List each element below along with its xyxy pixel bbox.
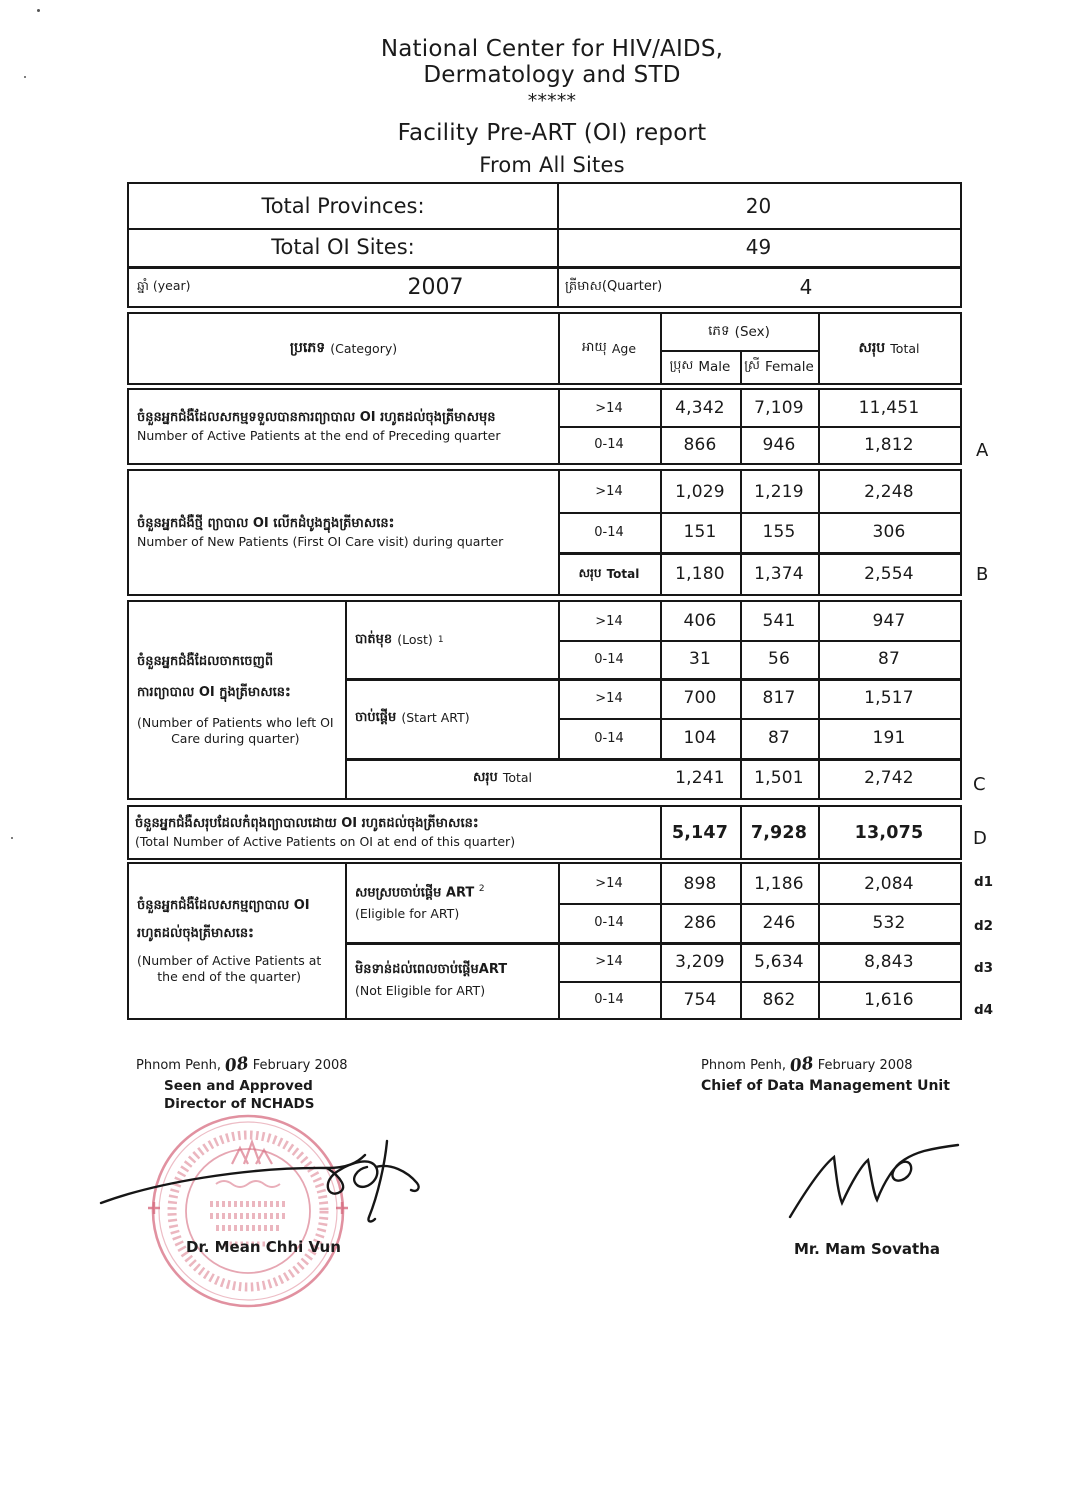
section-b-label-english: Number of New Patients (First OI Care visit) during quarter	[137, 533, 504, 549]
section-c-total-english: Total	[502, 769, 533, 785]
report-title: Facility Pre-ART (OI) report	[397, 120, 707, 146]
footer-right	[701, 1055, 1001, 1094]
d-detail-label-english-1: (Number of Active Patients at	[137, 952, 322, 968]
section-d-block	[127, 805, 962, 860]
row-marker-c: C	[973, 774, 986, 795]
report-subtitle: From All Sites	[479, 153, 625, 177]
scan-noise	[11, 837, 13, 839]
value-cell-male: 151	[683, 522, 717, 542]
value-cell-male: 104	[683, 728, 717, 748]
sex-header-english: (Sex)	[734, 324, 770, 340]
value-cell-total: 1,812	[864, 434, 914, 455]
age-cell: 0-14	[594, 524, 624, 540]
d-detail-label-khmer-2: រហូតដល់ចុងត្រីមាសនេះ	[137, 925, 254, 941]
value-cell-total: 306	[872, 522, 906, 542]
value-cell-male: 1,180	[675, 564, 725, 584]
value-cell-total: 191	[872, 728, 906, 748]
not-eligible-label-english: (Not Eligible for ART)	[355, 982, 486, 998]
start-art-label-english: (Start ART)	[401, 709, 470, 725]
section-c-label-khmer-1: ចំនួនអ្នកជំងឺដែលចាកចេញពី	[137, 653, 274, 669]
value-cell-female: 7,928	[750, 822, 808, 843]
quarter-value: 4	[799, 275, 813, 299]
start-art-label-khmer: ចាប់ផ្តើម	[355, 709, 397, 725]
footer-left-role: Director of NCHADS	[164, 1096, 315, 1112]
value-cell-male: 406	[683, 611, 717, 631]
age-cell: >14	[595, 400, 623, 416]
value-cell-male: 866	[683, 434, 717, 455]
value-cell-total: 2,742	[864, 768, 914, 788]
section-c-label-english	[137, 715, 334, 748]
section-a-label-khmer: ចំនួនអ្នកជំងឺដែលសកម្មទទួលបានការព្យាបាល OI រហូតដល់ចុងត្រីមាសមុន	[137, 409, 496, 425]
footer-left-date: February 2008	[252, 1057, 348, 1073]
section-c-label-english-2: Care during quarter)	[171, 731, 300, 746]
value-cell-female: 5,634	[754, 951, 804, 972]
table-gridline	[345, 864, 347, 1018]
handwritten-day: 08	[788, 1053, 816, 1077]
d-detail-label-khmer-1: ចំនួនអ្នកជំងឺដែលសកម្មព្យាបាល OI	[137, 897, 310, 913]
value-cell-female: 87	[767, 728, 791, 748]
subtotal-label-khmer: សរុប	[578, 566, 602, 580]
value-cell-male: 286	[683, 912, 717, 933]
section-c-category	[137, 602, 339, 798]
not-eligible-subcategory	[355, 942, 550, 1018]
value-cell-female: 1,501	[754, 768, 804, 788]
director-signature	[95, 1135, 430, 1235]
d-detail-label-english-2: the end of the quarter)	[157, 969, 302, 984]
report-header	[8, 36, 1088, 177]
value-cell-female: 1,374	[754, 564, 804, 584]
male-header-khmer: ប្រុស	[669, 357, 694, 372]
total-provinces-value: 20	[745, 194, 772, 218]
section-c-total-label	[345, 758, 660, 798]
female-header-english: Female	[764, 358, 814, 375]
value-cell-female: 1,219	[754, 481, 804, 502]
value-cell-total: 947	[872, 611, 906, 631]
value-cell-total: 532	[872, 912, 906, 933]
value-cell-total: 2,554	[864, 564, 914, 584]
not-eligible-label-khmer: មិនទាន់ដល់ពេលចាប់ផ្តើមART	[355, 961, 508, 977]
section-b-block	[127, 469, 962, 596]
quarter-label: ត្រីមាស(Quarter)	[565, 278, 663, 294]
value-cell-female: 246	[762, 912, 796, 933]
value-cell-male: 898	[683, 873, 717, 894]
summary-table	[127, 182, 962, 308]
section-d-detail-category	[137, 864, 339, 1018]
value-cell-female: 1,186	[754, 873, 804, 894]
org-name-line1: National Center for HIV/AIDS,	[380, 36, 724, 62]
col-header-sex	[660, 314, 818, 350]
total-provinces-label: Total Provinces:	[261, 194, 425, 218]
start-art-subcategory	[355, 678, 550, 758]
value-cell-total: 2,084	[864, 873, 914, 894]
value-cell-female: 946	[762, 434, 796, 455]
section-a-label-english: Number of Active Patients at the end of Preceding quarter	[137, 427, 501, 443]
footer-right-dateline	[701, 1055, 1001, 1075]
director-signatory-name: Dr. Mean Chhi Vun	[186, 1238, 341, 1256]
row-marker-d4: d4	[974, 1002, 994, 1018]
age-cell: >14	[595, 484, 623, 499]
footer-left	[136, 1055, 476, 1112]
total-header-khmer: សរុប	[858, 340, 886, 356]
value-cell-male: 4,342	[675, 398, 725, 418]
section-d-detail-block	[127, 862, 962, 1020]
row-marker-a: A	[976, 440, 989, 461]
section-c-label-english-1: (Number of Patients who left OI	[137, 714, 334, 730]
row-marker-d: D	[973, 828, 987, 849]
value-cell-total: 2,248	[864, 481, 914, 502]
lost-label-khmer: បាត់មុខ	[355, 631, 393, 647]
lost-subcategory	[355, 602, 550, 678]
male-header-english: Male	[698, 358, 731, 375]
value-cell-total: 87	[877, 649, 901, 669]
eligible-subcategory	[355, 864, 550, 942]
footer-right-place: Phnom Penh,	[701, 1057, 787, 1073]
age-cell: 0-14	[594, 437, 624, 452]
chief-signature	[780, 1135, 965, 1235]
total-header-english: Total	[890, 341, 920, 356]
age-cell: 0-14	[594, 992, 624, 1007]
eligible-label-khmer	[355, 884, 485, 903]
section-a-category	[137, 390, 555, 463]
eligible-label-khmer-text: សមស្របចាប់ផ្តើម ART	[355, 885, 475, 901]
chief-signatory-name: Mr. Mam Sovatha	[794, 1240, 940, 1258]
value-cell-total: 13,075	[854, 822, 924, 843]
female-header-khmer: ស្រី	[744, 357, 760, 372]
col-header-age	[558, 314, 660, 383]
section-b-label-khmer: ចំនួនអ្នកជំងឺថ្មី ព្យាបាល OI លើកដំបូងក្នុងត្រីមាសនេះ	[137, 515, 395, 531]
section-b-category	[137, 471, 555, 594]
org-name-line2: Dermatology and STD	[423, 62, 681, 88]
value-cell-female: 817	[762, 688, 796, 708]
lost-footnote-sup: 1	[437, 635, 444, 645]
col-header-male	[660, 350, 740, 383]
value-cell-male: 754	[683, 989, 717, 1010]
sex-header-khmer: ភេទ	[708, 323, 730, 339]
category-header-english: (Category)	[330, 341, 398, 356]
value-cell-total: 8,843	[864, 951, 914, 972]
row-marker-d2: d2	[974, 918, 994, 934]
handwritten-day: 08	[223, 1053, 251, 1077]
value-cell-total: 1,517	[864, 688, 914, 708]
value-cell-total: 1,616	[864, 989, 914, 1010]
section-a-block	[127, 388, 962, 465]
year-value: 2007	[407, 274, 464, 300]
d-detail-label-english	[137, 953, 321, 986]
star-separator: *****	[527, 90, 577, 112]
footer-right-role: Chief of Data Management Unit	[701, 1078, 950, 1094]
total-oi-sites-label: Total OI Sites:	[271, 235, 415, 259]
value-cell-female: 541	[762, 611, 796, 631]
age-cell: 0-14	[594, 730, 624, 746]
category-header-khmer: ប្រភេទ	[289, 340, 326, 356]
footer-left-dateline	[136, 1055, 476, 1075]
value-cell-female: 56	[767, 649, 791, 669]
age-cell: >14	[595, 954, 623, 969]
lost-label-english: (Lost)	[397, 631, 433, 647]
age-cell: >14	[595, 690, 623, 706]
value-cell-male: 1,241	[675, 768, 725, 788]
value-cell-male: 700	[683, 688, 717, 708]
eligible-label-english: (Eligible for ART)	[355, 906, 460, 922]
footer-left-approval: Seen and Approved	[164, 1078, 313, 1094]
age-cell: >14	[595, 613, 623, 629]
scan-noise	[37, 9, 40, 12]
subtotal-label-english: Total	[606, 567, 640, 581]
value-cell-total: 11,451	[858, 398, 920, 418]
year-label: ឆ្នាំ (year)	[137, 277, 191, 293]
row-marker-d3: d3	[974, 960, 994, 976]
value-cell-female: 862	[762, 989, 796, 1010]
main-table-header	[127, 312, 962, 385]
value-cell-male: 31	[688, 649, 712, 669]
value-cell-female: 7,109	[754, 398, 804, 418]
age-header-english: Age	[611, 341, 637, 356]
total-oi-sites-value: 49	[745, 235, 772, 259]
eligible-footnote-sup: 2	[478, 883, 485, 894]
age-cell: 0-14	[594, 651, 624, 667]
row-marker-b: B	[976, 564, 989, 585]
row-marker-d1: d1	[974, 874, 994, 890]
col-header-category	[129, 314, 558, 383]
value-cell-female: 155	[762, 522, 796, 542]
section-c-label-khmer-2: ការព្យាបាល OI ក្នុងត្រីមាសនេះ	[137, 684, 291, 700]
footer-left-place: Phnom Penh,	[136, 1057, 222, 1073]
section-c-block	[127, 600, 962, 800]
col-header-total	[818, 314, 960, 383]
value-cell-male: 3,209	[675, 951, 725, 972]
value-cell-male: 5,147	[671, 822, 729, 843]
section-d-category	[135, 807, 655, 858]
section-d-label-english: (Total Number of Active Patients on OI at end of this quarter)	[135, 833, 516, 849]
value-cell-male: 1,029	[675, 481, 725, 502]
col-header-female	[740, 350, 818, 383]
section-d-label-khmer: ចំនួនអ្នកជំងឺសរុបដែលកំពុងព្យាបាលដោយ OI រហូតដល់ចុងត្រីមាសនេះ	[135, 815, 479, 831]
age-cell: 0-14	[594, 915, 624, 930]
subtotal-label-cell	[558, 554, 660, 594]
section-c-total-khmer: សរុប	[472, 769, 498, 785]
age-cell: >14	[595, 876, 623, 891]
footer-right-date: February 2008	[817, 1057, 913, 1073]
age-header-khmer: អាយុ	[581, 340, 607, 355]
